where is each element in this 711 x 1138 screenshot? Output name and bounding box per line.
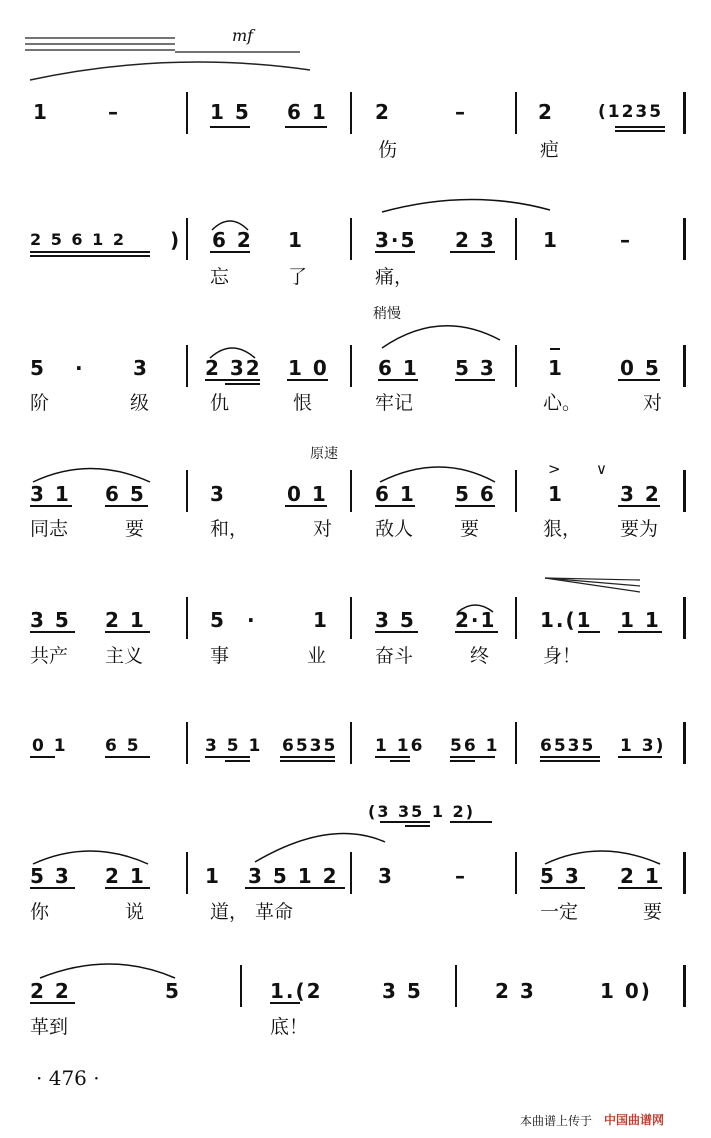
- note: 3: [378, 864, 394, 888]
- lyric: 心。: [543, 392, 582, 414]
- note: 3 5: [30, 608, 71, 632]
- note: 6 1: [375, 482, 416, 506]
- lyric: 和，: [210, 518, 249, 540]
- lyric: 阶: [30, 392, 50, 414]
- note: 1.(2: [270, 979, 323, 1003]
- bar-line: [515, 852, 517, 894]
- note: 1 3): [620, 736, 666, 756]
- note: 3: [210, 482, 226, 506]
- note: ): [170, 228, 182, 252]
- note: 1: [548, 356, 564, 380]
- note: 3 5 1: [205, 736, 263, 756]
- lyric: 级: [130, 392, 150, 414]
- note: 1 0: [288, 356, 329, 380]
- tempo-slow-mark: 稍慢: [373, 306, 401, 322]
- note: 6535: [282, 736, 338, 756]
- note: 2 2: [30, 979, 71, 1003]
- lyric: 要: [125, 518, 145, 540]
- note: 5: [30, 356, 46, 380]
- note: 6 1: [378, 356, 419, 380]
- lyric: 狠，: [543, 518, 582, 540]
- bar-line: [350, 722, 352, 764]
- lyric: 对: [313, 518, 333, 540]
- bar-line: [683, 965, 686, 1007]
- note: 2 1: [105, 608, 146, 632]
- bar-line: [186, 345, 188, 387]
- bar-line: [455, 965, 457, 1007]
- note: 3 5: [382, 979, 423, 1003]
- note: 5 6: [455, 482, 496, 506]
- lyric: 牢记: [375, 392, 414, 414]
- bar-line: [683, 345, 686, 387]
- note: ·: [75, 356, 85, 380]
- lyric: 仇: [210, 392, 230, 414]
- note: 2 5 6 1 2: [30, 230, 126, 249]
- bar-line: [683, 218, 686, 260]
- lyric: 要: [460, 518, 480, 540]
- lyric: 了: [288, 266, 308, 288]
- note: 1.(1: [540, 608, 593, 632]
- note: 3 1: [30, 482, 71, 506]
- bar-line: [683, 470, 686, 512]
- bar-line: [186, 597, 188, 639]
- breath-mark: ∨: [596, 460, 607, 478]
- bar-line: [186, 218, 188, 260]
- note: 1 16: [375, 736, 425, 756]
- lyric: 对: [643, 392, 663, 414]
- note: 1: [205, 864, 221, 888]
- footer-text: 本曲谱上传于: [520, 1114, 593, 1128]
- lyric: 同志: [30, 518, 69, 540]
- page-number: · 476 ·: [36, 1066, 100, 1090]
- lyric: 道，: [210, 901, 249, 923]
- note: 3 5: [375, 608, 416, 632]
- bar-line: [240, 965, 242, 1007]
- note: 1: [548, 482, 564, 506]
- lyric: 革到: [30, 1016, 69, 1038]
- note: 3 5 1 2: [248, 864, 339, 888]
- note: 1 0): [600, 979, 652, 1003]
- note: 2: [375, 100, 391, 124]
- lyric: 你: [30, 901, 50, 923]
- note: 56 1: [450, 736, 500, 756]
- note: 2 32: [205, 356, 262, 380]
- lyric: 奋斗: [375, 645, 414, 667]
- note: 5: [165, 979, 181, 1003]
- note: 5 3: [540, 864, 581, 888]
- note: 5 3: [455, 356, 496, 380]
- tempo-original-mark: 原速: [310, 446, 338, 462]
- lyric: 要: [643, 901, 663, 923]
- lyric: 痛，: [375, 266, 414, 288]
- lyric: 身！: [543, 645, 582, 667]
- note: –: [108, 100, 120, 124]
- note: 0 1: [32, 736, 68, 756]
- bar-line: [350, 92, 352, 134]
- note: 2 1: [620, 864, 661, 888]
- bar-line: [186, 722, 188, 764]
- note: 1: [33, 100, 49, 124]
- note: –: [455, 864, 467, 888]
- note-bracketed: (3 35 1 2): [368, 802, 475, 821]
- lyric: 业: [307, 645, 327, 667]
- lyric: 忘: [210, 266, 230, 288]
- lyric: 要为: [620, 518, 659, 540]
- site-logo[interactable]: 中国曲谱网: [604, 1113, 665, 1127]
- lyric: 共产: [30, 645, 69, 667]
- bar-line: [515, 597, 517, 639]
- bar-line: [186, 852, 188, 894]
- note: –: [620, 228, 632, 252]
- note: 1: [543, 228, 559, 252]
- bar-line: [515, 722, 517, 764]
- accent-mark: >: [548, 460, 561, 478]
- note: –: [455, 100, 467, 124]
- bar-line: [515, 218, 517, 260]
- lyric: 一定: [540, 901, 579, 923]
- lyric: 说: [125, 901, 145, 923]
- note: 6 5: [105, 736, 141, 756]
- note: 1 1: [620, 608, 661, 632]
- note: 0 5: [620, 356, 661, 380]
- note: 2 3: [455, 228, 496, 252]
- bar-line: [683, 92, 686, 134]
- note: 1 5: [210, 100, 251, 124]
- note: 6 2: [212, 228, 253, 252]
- lyric: 恨: [293, 392, 313, 414]
- bar-line: [515, 92, 517, 134]
- note: 6535: [540, 736, 596, 756]
- bar-line: [350, 345, 352, 387]
- note: 1: [313, 608, 329, 632]
- bar-line: [350, 852, 352, 894]
- dynamic-mark: mf: [232, 26, 254, 45]
- note: 1: [288, 228, 304, 252]
- lyric: 伤: [378, 139, 398, 161]
- bar-line: [350, 597, 352, 639]
- note: 3·5: [375, 228, 417, 252]
- lyric: 主义: [105, 645, 144, 667]
- note: 3: [133, 356, 149, 380]
- note: 5 3: [30, 864, 71, 888]
- bar-line: [515, 470, 517, 512]
- note: 5: [210, 608, 226, 632]
- note: 3 2: [620, 482, 661, 506]
- lyric: 终: [470, 645, 490, 667]
- bar-line: [186, 92, 188, 134]
- bar-line: [683, 722, 686, 764]
- lyric: 底！: [270, 1016, 309, 1038]
- note: 2 1: [105, 864, 146, 888]
- note: 2 3: [495, 979, 536, 1003]
- bar-line: [683, 597, 686, 639]
- note: 0 1: [287, 482, 328, 506]
- lyric: 敌人: [375, 518, 414, 540]
- lyric: 疤: [540, 139, 560, 161]
- lyric: 革命: [255, 901, 294, 923]
- note: 6 1: [287, 100, 328, 124]
- note: (1235: [598, 102, 664, 122]
- note: 2: [538, 100, 554, 124]
- note: 2·1: [455, 608, 497, 632]
- bar-line: [350, 470, 352, 512]
- bar-line: [186, 470, 188, 512]
- lyric: 事: [210, 645, 230, 667]
- note: 6 5: [105, 482, 146, 506]
- bar-line: [515, 345, 517, 387]
- bar-line: [683, 852, 686, 894]
- note: ·: [247, 608, 257, 632]
- bar-line: [350, 218, 352, 260]
